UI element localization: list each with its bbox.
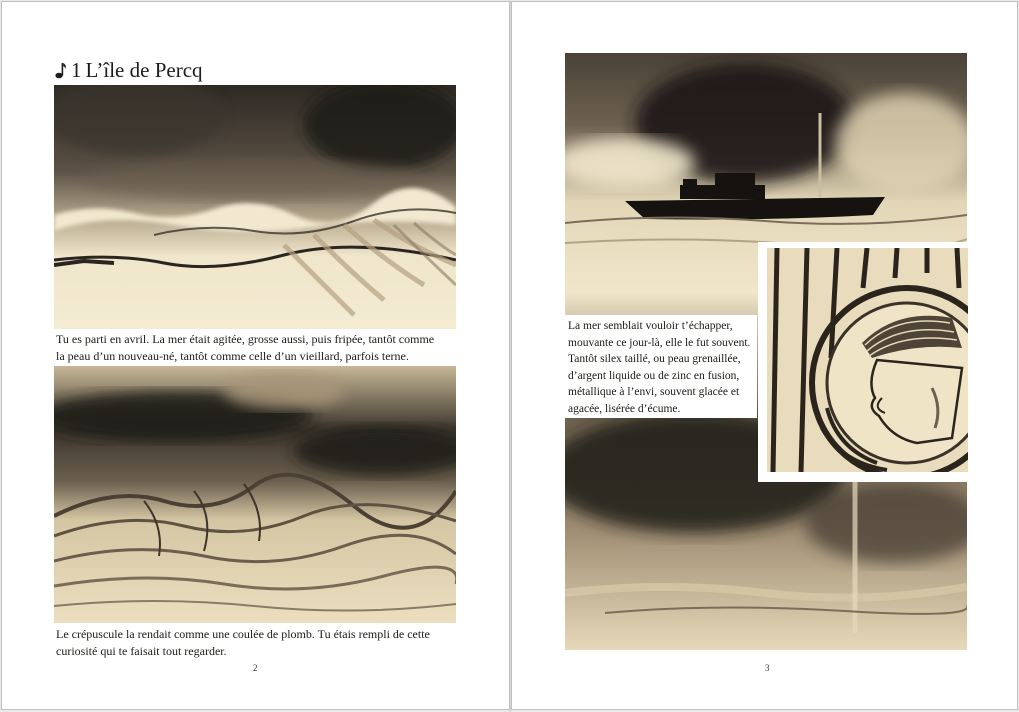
caption-1: Tu es parti en avril. La mer était agitée, grosse aussi, puis fripée, tantôt comme la peau d’un nouveau-né, tantôt comme celle d’un vieillard, parfois terne. <box>56 332 435 363</box>
illustration-sailor-porthole <box>767 248 968 472</box>
page-number-right: 3 <box>765 663 770 673</box>
illustration-stormy-sea <box>54 85 456 329</box>
caption-right: La mer semblait vouloir t’échapper, mouvante ce jour-là, elle le fut souvent. Tantôt silex taillé, ou peau grenaillée, d’argent liquide ou de zinc en fusion, métallique à l’envi, souvent glacée et agacée, lisérée d’écume. <box>568 320 751 415</box>
chapter-heading <box>55 58 203 83</box>
illustration-twilight-waves <box>54 366 456 623</box>
left-page <box>1 1 510 710</box>
chapter-title: L’île de Percq <box>85 58 203 82</box>
page-number-left: 2 <box>253 663 258 673</box>
music-note-icon <box>55 62 67 79</box>
caption-2: Le crépuscule la rendait comme une coulée de plomb. Tu étais rempli de cette curiosité qui te faisait tout regarder. <box>56 627 430 658</box>
right-page <box>511 1 1018 710</box>
chapter-number: 1 <box>71 58 82 82</box>
